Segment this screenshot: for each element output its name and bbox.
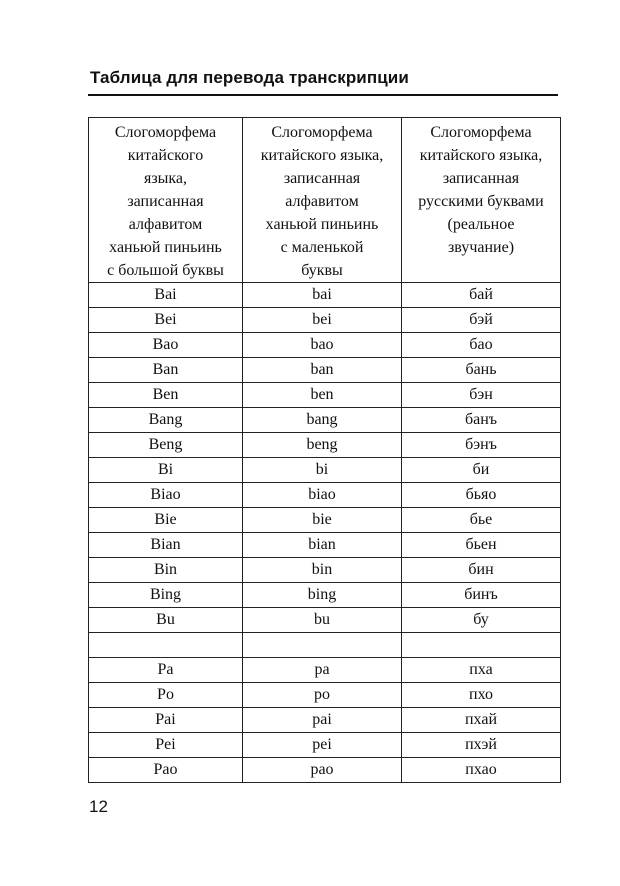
table-cell: Biao bbox=[89, 483, 243, 508]
table-cell: Beng bbox=[89, 433, 243, 458]
table-cell: бу bbox=[402, 608, 561, 633]
table-cell: бье bbox=[402, 508, 561, 533]
table-cell: пхай bbox=[402, 708, 561, 733]
table-cell: pai bbox=[243, 708, 402, 733]
table-row bbox=[89, 683, 561, 708]
table-cell: Bao bbox=[89, 333, 243, 358]
table-cell: бинъ bbox=[402, 583, 561, 608]
table-cell: Bian bbox=[89, 533, 243, 558]
table-row bbox=[89, 583, 561, 608]
table-cell: bai bbox=[243, 283, 402, 308]
table-cell bbox=[243, 633, 402, 658]
table-cell: pei bbox=[243, 733, 402, 758]
table-cell: po bbox=[243, 683, 402, 708]
table-row bbox=[89, 283, 561, 308]
table-cell: bu bbox=[243, 608, 402, 633]
table-cell: ban bbox=[243, 358, 402, 383]
table-cell: bian bbox=[243, 533, 402, 558]
table-row bbox=[89, 658, 561, 683]
table-cell: beng bbox=[243, 433, 402, 458]
table-cell: ben bbox=[243, 383, 402, 408]
table-cell: пхао bbox=[402, 758, 561, 783]
table-cell: Bai bbox=[89, 283, 243, 308]
page-title: Таблица для перевода транскрипции bbox=[90, 68, 409, 87]
table-row bbox=[89, 408, 561, 433]
table-cell: бэй bbox=[402, 308, 561, 333]
table-row bbox=[89, 358, 561, 383]
table-cell: Bu bbox=[89, 608, 243, 633]
table-cell: bei bbox=[243, 308, 402, 333]
table-cell: бьяо bbox=[402, 483, 561, 508]
table-cell: bi bbox=[243, 458, 402, 483]
table-row bbox=[89, 483, 561, 508]
table-cell: Po bbox=[89, 683, 243, 708]
table-cell: bao bbox=[243, 333, 402, 358]
transcription-table bbox=[88, 117, 561, 783]
table-cell: pa bbox=[243, 658, 402, 683]
table-cell: Bing bbox=[89, 583, 243, 608]
table-cell: Bin bbox=[89, 558, 243, 583]
table-cell: бай bbox=[402, 283, 561, 308]
table-row bbox=[89, 633, 561, 658]
table-cell bbox=[89, 633, 243, 658]
table-row bbox=[89, 383, 561, 408]
table-cell: Bi bbox=[89, 458, 243, 483]
table-cell bbox=[402, 633, 561, 658]
table-cell: Bie bbox=[89, 508, 243, 533]
table-cell: biao bbox=[243, 483, 402, 508]
table-body bbox=[89, 283, 561, 783]
table-cell: Bang bbox=[89, 408, 243, 433]
table-cell: Ban bbox=[89, 358, 243, 383]
table-row bbox=[89, 558, 561, 583]
table-cell: пхо bbox=[402, 683, 561, 708]
page-number: 12 bbox=[89, 797, 108, 816]
table-cell: пхэй bbox=[402, 733, 561, 758]
table-row bbox=[89, 433, 561, 458]
table-cell: Ben bbox=[89, 383, 243, 408]
table-cell: bing bbox=[243, 583, 402, 608]
table-cell: pao bbox=[243, 758, 402, 783]
header-pinyin-lowercase: Слогоморфема китайского языка, записанная алфавитом ханьюй пиньинь с маленькой буквы bbox=[243, 118, 402, 283]
table-cell: пха bbox=[402, 658, 561, 683]
title-divider bbox=[88, 94, 558, 96]
table-cell: бэнъ bbox=[402, 433, 561, 458]
table-row bbox=[89, 708, 561, 733]
table-cell: бань bbox=[402, 358, 561, 383]
table-cell: бэн bbox=[402, 383, 561, 408]
table-cell: bin bbox=[243, 558, 402, 583]
table-row bbox=[89, 608, 561, 633]
table-header-row bbox=[89, 118, 561, 283]
table-cell: Pa bbox=[89, 658, 243, 683]
table-row bbox=[89, 733, 561, 758]
table-cell: банъ bbox=[402, 408, 561, 433]
table-row bbox=[89, 458, 561, 483]
header-russian: Слогоморфема китайского языка, записанная русскими буквами (реальное звучание) bbox=[402, 118, 561, 283]
table-cell: bie bbox=[243, 508, 402, 533]
table-cell: Bei bbox=[89, 308, 243, 333]
table-cell: Pei bbox=[89, 733, 243, 758]
header-pinyin-capital: Слогоморфема китайского языка, записанная алфавитом ханьюй пиньинь с большой буквы bbox=[89, 118, 243, 283]
table-cell: bang bbox=[243, 408, 402, 433]
table-cell: Pao bbox=[89, 758, 243, 783]
table-row bbox=[89, 333, 561, 358]
table-cell: бин bbox=[402, 558, 561, 583]
table-cell: Pai bbox=[89, 708, 243, 733]
table-row bbox=[89, 308, 561, 333]
table-cell: бао bbox=[402, 333, 561, 358]
table-cell: бьен bbox=[402, 533, 561, 558]
table-row bbox=[89, 508, 561, 533]
table-cell: би bbox=[402, 458, 561, 483]
table-row bbox=[89, 533, 561, 558]
table-row bbox=[89, 758, 561, 783]
